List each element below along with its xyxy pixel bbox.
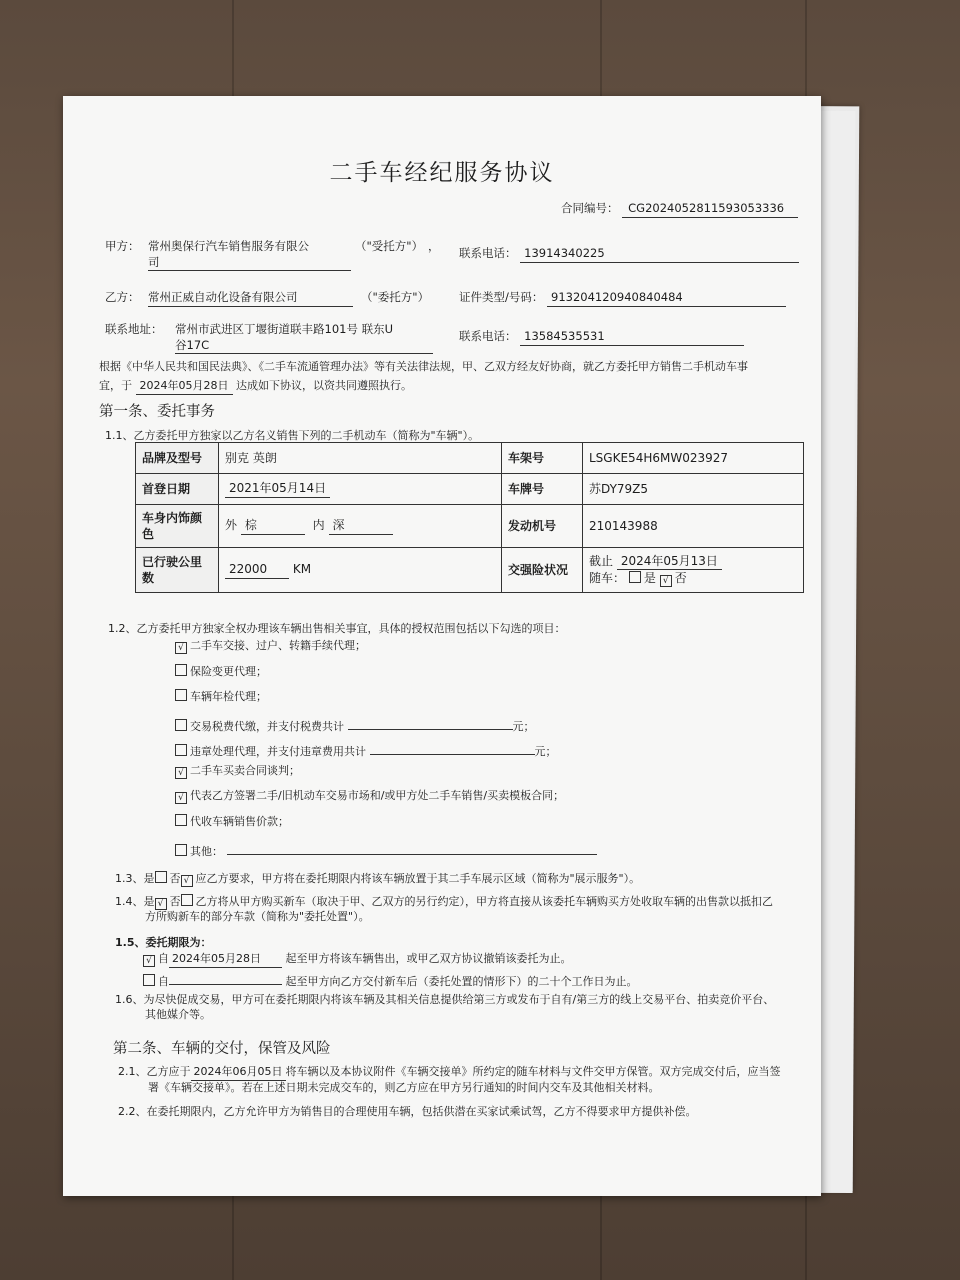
party-b-phone-value: 13584535531 [520,329,744,346]
list-item [175,664,597,689]
contract-number-value: CG20240528115930533​36 [622,201,798,218]
checkbox[interactable] [175,689,187,701]
clause-text-continued: 署《车辆交接单》。若在上述日期未完成交车的，则乙方应在甲方另行通知的时间内交车及其他相关材料。 [148,1081,660,1094]
mileage-cell [219,548,502,593]
table-row [136,548,804,593]
violation-amount-blank[interactable] [370,739,535,755]
clause-1-1: 1.1、乙方委托甲方独家以乙方名义销售下列的二手机动车（简称为"车辆"）。 [105,429,480,442]
intro-date: 2024年05月28日 [136,379,233,395]
contract-number [561,201,798,218]
option-label: 交易税费代缴，并支付税费共计 [190,720,344,733]
party-b-id-value: 913204120940840484 [547,290,786,307]
clause-text: 2.1、乙方应于 [118,1065,191,1078]
insurance-no-label: 否 [674,571,687,586]
party-a-name [148,239,351,271]
clause-number: 1.3、 [115,872,144,885]
party-a-role: （"受托方"） [355,239,424,253]
checkbox-checked[interactable]: √ [155,898,167,910]
section-2-title: 第二条、车辆的交付，保管及风险 [113,1041,331,1057]
party-a-comma: ， [428,239,440,253]
option-label: 代收车辆销售价款； [190,815,289,828]
checkbox[interactable] [175,844,187,856]
vehicle-info-table [135,442,804,593]
brand-label: 品牌及型号 [136,443,219,474]
intro-suffix: 达成如下协议，以资共同遵照执行。 [236,379,412,392]
option-label: 车辆年检代理； [190,690,267,703]
from-label: 自 [158,952,169,965]
contract-number-label: 合同编号： [561,201,619,215]
reg-date-cell [219,474,502,505]
list-item [175,814,597,839]
insurance-cell [583,548,804,593]
option-label: 违章处理代理，并支付违章费用共计 [190,745,366,758]
contract-page [63,96,821,1196]
option-label: 其他： [190,845,223,858]
party-b-phone [459,329,744,346]
party-a-name-line1: 常州奥保行汽车销售服务有限公 [148,239,309,253]
phone-label: 联系电话： [459,246,517,260]
party-a-name-line2: 司 [148,255,351,272]
checkbox[interactable] [629,571,641,583]
list-item [175,764,597,789]
clause-1-2: 1.2、乙方委托甲方独家全权办理该车辆出售相关事宜，具体的授权范围包括以下勾选的项目： [108,622,566,635]
vin-value: LSGKE54H6MW023927 [583,443,804,474]
delivery-date: 2024年06月05日 [191,1065,286,1081]
clause-text: 1.6、为尽快促成交易，甲方可在委托期限内将该车辆及其相关信息提供给第三方或发布于自有/第三方的线上交易平台、拍卖竞价平台、 [115,993,775,1006]
clause-1-4 [115,894,773,925]
list-item [175,789,597,814]
list-item [175,639,597,664]
authorization-options [175,639,597,864]
party-b-label: 乙方： [105,290,140,304]
party-b-name-value: 常州正威自动化设备有限公司 [148,290,353,307]
intro-prefix: 宜，于 [99,379,132,392]
other-blank[interactable] [227,839,597,855]
party-a-phone [459,246,799,263]
clause-1-3 [115,871,640,887]
color-label: 车身内饰颜色 [136,505,219,548]
intro-line1: 根据《中华人民共和国民法典》、《二手车流通管理办法》等有关法律法规，甲、乙双方经友好协商，就乙方委托甲方销售二手机动车事 [99,360,748,373]
plate-label: 车牌号 [502,474,583,505]
list-item [175,739,597,764]
vin-label: 车架号 [502,443,583,474]
party-a-label: 甲方： [105,239,140,253]
term-start-blank[interactable] [169,969,282,985]
party-b-name [148,290,353,307]
list-item [175,714,597,739]
party-a-phone-value: 13914340225 [520,246,799,263]
clause-2-2: 2.2、在委托期限内，乙方允许甲方为销售目的合理使用车辆，包括供潜在买家试乘试驾，乙方不得要求甲方提供补偿。 [118,1105,697,1118]
option-label: 二手车交接、过户、转籍手续代理； [190,639,366,652]
checkbox-checked[interactable]: √ [181,875,193,887]
option-label: 代表乙方签署二手/旧机动车交易市场和/或甲方处二手车销售/买卖模板合同； [190,789,565,802]
checkbox[interactable]: √ [175,792,187,804]
clause-text: 将车辆以及本协议附件《车辆交接单》所约定的随车材料与文件交甲方保管。双方完成交付后，应当签 [285,1065,781,1078]
checkbox[interactable] [143,974,155,986]
address-value [175,322,433,354]
reg-date-label: 首登日期 [136,474,219,505]
clause-text-continued: 方所购新车的部分车款（简称为"委托处置"）。 [145,910,370,923]
exterior-label: 外 [225,518,238,533]
engine-label: 发动机号 [502,505,583,548]
color-cell [219,505,502,548]
clause-text-continued: 其他媒介等。 [145,1007,211,1021]
insurance-label: 交强险状况 [502,548,583,593]
list-item [175,839,597,864]
address-line1: 常州市武进区丁堰街道联丰路101号 联东U [175,322,394,336]
insurance-with-car-label: 随车： [589,571,626,586]
phone-label: 联系电话： [459,329,517,343]
clause-text: 乙方将从甲方购买新车（取决于甲、乙双方的另行约定），甲方将直接从该委托车辆购买方处收取车辆的出售款以抵扣乙 [195,895,773,908]
checkbox[interactable] [175,814,187,826]
party-b-role: （"委托方"） [361,290,430,304]
address-line2: 谷17C [175,338,433,355]
document-title: 二手车经纪服务协议 [329,160,555,186]
term-option-text: 起至甲方向乙方交付新车后（委托处置的情形下）的二十个工作日为止。 [285,975,638,988]
yes-label: 是 [143,895,155,908]
brand-value: 别克 英朗 [219,443,502,474]
checkbox[interactable]: √ [175,642,187,654]
tax-amount-blank[interactable] [348,714,513,730]
checkbox[interactable]: √ [175,767,187,779]
term-start-date: 2024年05月28日 [169,952,282,968]
option-label: 二手车买卖合同谈判； [190,764,300,777]
clause-1-6 [115,993,774,1023]
intro-line2 [99,379,412,395]
clause-1-5-title: 1.5、委托期限为： [115,936,212,949]
section-1-title: 第一条、委托事务 [99,404,215,420]
address-label: 联系地址： [105,322,163,336]
term-option-2 [143,969,638,990]
option-suffix: 元； [534,745,557,758]
mileage-label: 已行驶公里数 [136,548,219,593]
exterior-color: 棕 [241,517,305,534]
clause-text: 应乙方要求，甲方将在委托期限内将该车辆放置于其二手车展示区域（简称为"展示服务"）。 [195,872,641,885]
checkbox[interactable] [181,894,193,906]
plate-value: 苏DY79Z5 [583,474,804,505]
yes-label: 是 [143,872,155,885]
option-label: 保险变更代理； [190,665,267,678]
mileage-unit: KM [292,562,312,577]
interior-color: 深 [329,517,393,534]
insurance-yes-label: 是 [643,571,656,586]
clause-number: 1.4、 [115,895,144,908]
table-row [136,474,804,505]
table-row [136,443,804,474]
checkbox[interactable] [155,871,167,883]
insurance-date: 2024年05月13日 [617,553,722,570]
reg-date-value: 2021年05月14日 [225,480,330,497]
term-option-text: 起至甲方将该车辆售出，或甲乙双方协议撤销该委托为止。 [285,952,572,965]
term-option-1 [143,952,572,968]
clause-2-1 [118,1065,781,1096]
no-label: 否 [169,895,181,908]
checkbox[interactable] [175,719,187,731]
list-item [175,689,597,714]
engine-value: 210143988 [583,505,804,548]
checkbox[interactable] [175,664,187,676]
checkbox-checked[interactable]: √ [660,575,672,587]
from-label: 自 [158,975,169,988]
no-label: 否 [169,872,181,885]
mileage-value: 22000 [225,561,289,578]
interior-label: 内 [312,518,325,533]
checkbox[interactable] [175,744,187,756]
checkbox-checked[interactable]: √ [143,955,155,967]
option-suffix: 元； [512,720,535,733]
insurance-until-label: 截止 [589,553,614,568]
table-row [136,505,804,548]
id-label: 证件类型/号码： [459,290,544,304]
party-b-id [459,290,786,307]
